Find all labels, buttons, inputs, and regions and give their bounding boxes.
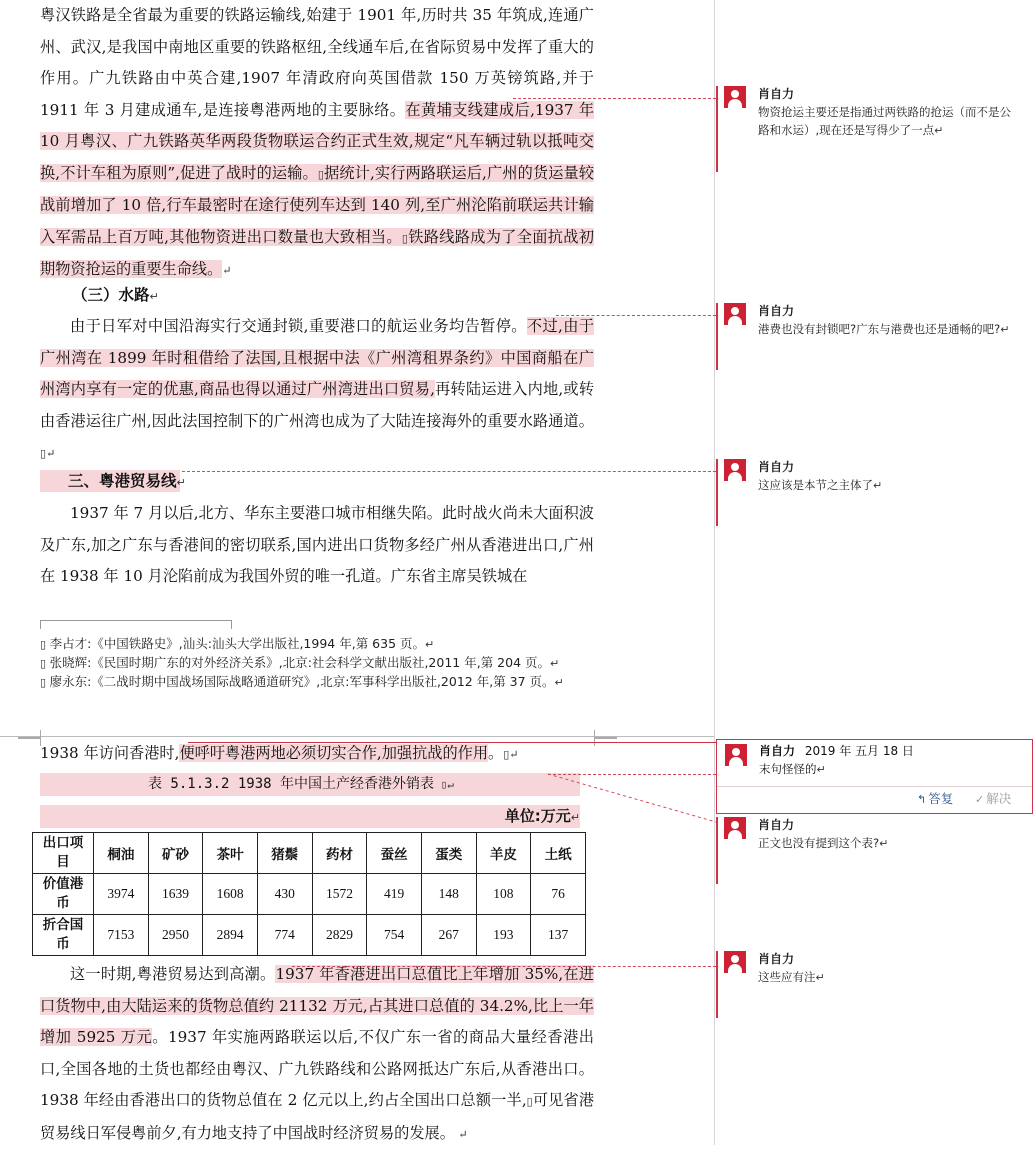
table-corner-header: 出口项目: [33, 833, 94, 874]
section-heading[interactable]: 三、粤港贸易线↵: [68, 472, 186, 490]
reply-button[interactable]: ↰ 答复: [917, 790, 953, 809]
footnote-1: ▯ 李占才:《中国铁路史》,汕头:汕头大学出版社,1994 年,第 635 页。↵: [40, 636, 435, 651]
table-column-header: 猪鬃: [257, 833, 312, 874]
table-cell: 2950: [148, 915, 203, 956]
paragraph-mark: ↵: [222, 264, 232, 277]
footnote-ref-mark: ▯↵: [434, 778, 454, 791]
comment-5[interactable]: [716, 817, 1016, 884]
table-column-header: 茶叶: [203, 833, 258, 874]
trade-text: 1937 年 7 月以后,北方、华东主要港口城市相继失陷。此时战火尚未大面积波及广东,加之广东与香港间的密切联系,国内进出口货物多经广州从香港进出口,广州在 1938 年 10 月沦陷前成为我国外贸的唯一孔道。广东省主席吴铁城在: [40, 504, 594, 585]
table-cell: 3974: [94, 874, 149, 915]
railway-text: 粤汉铁路是全省最为重要的铁路运输线,始建于 1901 年,历时共 35 年筑成,连通广州、武汉,是我国中南地区重要的铁路枢纽,全线通车后,在省际贸易中发挥了重大的作用。广九铁路由中英合建,1907 年清政府向英国借款 150 万英镑筑路,并于 1911 年 3 月建成通车,是连接粤港两地的主要脉络。: [40, 6, 594, 119]
table-cell: 419: [367, 874, 422, 915]
comment-text: 末句怪怪的↵: [759, 762, 826, 776]
table-cell: 7153: [94, 915, 149, 956]
table-column-header: 蚕丝: [367, 833, 422, 874]
comment-author: 肖自力: [758, 952, 795, 966]
paragraph-trade-peak[interactable]: [40, 959, 594, 1150]
table-column-header: 桐油: [94, 833, 149, 874]
paragraph-trade[interactable]: [40, 498, 594, 593]
comment-connector: [556, 315, 716, 316]
comment-date: 2019 年 五月 18 日: [804, 744, 914, 758]
avatar-icon: [725, 744, 747, 766]
avatar-icon: [724, 817, 746, 839]
table-column-header: 土纸: [531, 833, 586, 874]
comment-author: 肖自力: [758, 818, 795, 832]
resolve-icon: ✓: [975, 793, 985, 806]
waterway-cont-text: 再转陆运进入内地,或转由香港运往广州,因此法国控制下的广州湾也成为了大陆连接海外的重要水路通道。: [40, 380, 595, 430]
avatar-icon: [724, 303, 746, 325]
comment-2[interactable]: [716, 303, 1016, 370]
comment-author: 肖自力: [758, 87, 795, 101]
comment-text: 正文也没有提到这个表?↵: [758, 836, 889, 850]
footnote-separator: [40, 620, 232, 629]
footnote-3: ▯ 廖永东:《二战时期中国战场国际战略通道研究》,北京:军事科学出版社,2012 年,第 37 页。↵: [40, 674, 564, 689]
trade-peak-cont-text: 。1937 年实施两路联运以后,不仅广东一省的商品大量经香港出口,全国各地的土货也都经由粤汉、广九铁路线和公路网抵达广东后,从香港出口。1938 年经由香港出口的货物总值在 2 亿元以上,约占全国出口总额一半,: [40, 1028, 594, 1109]
table-cell: 430: [257, 874, 312, 915]
comment-anchor-2[interactable]: 不过,由于广州湾在 1899 年时租借给了法国,且根据中法《广州湾租界条约》中国商船在广州湾内享有一定的优惠,商品也得以通过广州湾进出口贸易,: [40, 317, 595, 398]
avatar-icon: [724, 86, 746, 108]
comment-1[interactable]: [716, 86, 1016, 172]
table-caption-text: 表 5.1.3.2 1938 年中国土产经香港外销表: [148, 776, 435, 792]
table-cell: 774: [257, 915, 312, 956]
visit-text: 1938 年访问香港时,: [40, 744, 180, 762]
reply-icon: ↰: [917, 793, 927, 806]
footnote-ref-mark: ▯: [317, 167, 324, 181]
table-column-header: 羊皮: [476, 833, 531, 874]
railway-lifeline-text: 铁路线路成为了全面抗战初期物资抢运的重要生命线。: [40, 227, 595, 278]
table-cell: 193: [476, 915, 531, 956]
paragraph-railway[interactable]: [40, 0, 594, 287]
comment-connector: [182, 471, 716, 472]
table-unit: 单位:万元↵: [40, 805, 580, 828]
table-row: [33, 874, 586, 915]
table-column-header: 蛋类: [421, 833, 476, 874]
comment-author: 肖自力: [758, 304, 795, 318]
table-row-header: 价值港币: [33, 874, 94, 915]
paragraph-mark: ↵: [554, 676, 564, 689]
comment-3[interactable]: [716, 459, 1016, 526]
table-cell: 2829: [312, 915, 367, 956]
table-cell: 137: [531, 915, 586, 956]
trade-conclusion-text: 可见省港贸易线日军侵粤前夕,有力地支持了中国战时经济贸易的发展。: [40, 1091, 595, 1142]
footnote-ref-mark: ▯↵: [503, 748, 519, 761]
table-cell: 76: [531, 874, 586, 915]
footnote-marker: ▯: [40, 676, 50, 689]
comment-anchor-1[interactable]: 在黄埔支线建成后,1937 年 10 月粤汉、广九铁路英华两段货物联运合约正式生效,规定“凡车辆过轨以抵吨交换,不计车租为原则”,促进了战时的运输。: [40, 100, 595, 182]
table-caption[interactable]: [40, 773, 580, 796]
comment-anchor-4[interactable]: 便呼吁粤港两地必须切实合作,加强抗战的作用: [179, 744, 489, 762]
table-header-row: [33, 833, 586, 874]
footnote-ref-mark: ▯: [40, 447, 47, 460]
table-row-header: 折合国币: [33, 915, 94, 956]
comment-author: 肖自力: [759, 744, 796, 758]
comment-text: 港费也没有封锁吧?广东与港费也还是通畅的吧?↵: [758, 322, 1010, 336]
footnote-ref-mark: ▯: [526, 1095, 533, 1108]
resolve-button[interactable]: ✓ 解决: [975, 790, 1011, 809]
paragraph-mark: ↵: [550, 657, 560, 670]
footnote-marker: ▯: [40, 638, 50, 651]
avatar-icon: [724, 459, 746, 481]
comment-connector-diagonal: [548, 770, 718, 830]
table-column-header: 药材: [312, 833, 367, 874]
comment-author: 肖自力: [758, 460, 795, 474]
active-comment-box[interactable]: [716, 739, 1033, 814]
comment-connector: [513, 98, 716, 99]
waterway-text: 由于日军对中国沿海实行交通封锁,重要港口的航运业务均告暂停。: [70, 317, 527, 335]
paragraph-mark: ↵: [425, 638, 435, 651]
table-cell: 108: [476, 874, 531, 915]
period-text: 。: [488, 744, 504, 762]
table-cell: 754: [367, 915, 422, 956]
comment-connector: [292, 966, 716, 967]
table-column-header: 矿砂: [148, 833, 203, 874]
footnote-marker: ▯: [40, 657, 50, 670]
active-comment-connector: [188, 742, 716, 743]
comment-text: 这些应有注↵: [758, 970, 825, 984]
page2-first-line[interactable]: [40, 739, 594, 769]
comment-header: [759, 743, 914, 759]
water-route-heading: （三）水路↵: [72, 286, 159, 304]
footnotes: [40, 635, 594, 692]
export-table: [32, 832, 586, 956]
paragraph-waterway[interactable]: [40, 311, 594, 470]
comment-6[interactable]: [716, 951, 1016, 1018]
table-row: [33, 915, 586, 956]
table-cell: 267: [421, 915, 476, 956]
table-cell: 1608: [203, 874, 258, 915]
table-cell: 148: [421, 874, 476, 915]
comment-text: 这应该是本节之主体了↵: [758, 478, 883, 492]
footnote-2: ▯ 张晓辉:《民国时期广东的对外经济关系》,北京:社会科学文献出版社,2011 年,第 204 页。↵: [40, 655, 560, 670]
paragraph-mark: ↵: [46, 447, 56, 460]
comment-anchor-6[interactable]: 1937 年香港进出口总值比上年增加 35%,在进口货物中,由大陆运来的货物总值约 21132 万元,占其进口总值的 34.2%,比上一年增加 5925 万元: [40, 965, 595, 1046]
trade-peak-text: 这一时期,粤港贸易达到高潮。: [70, 965, 276, 983]
table-cell: 1572: [312, 874, 367, 915]
paragraph-mark: ↵: [454, 1127, 468, 1141]
comment-text: 物资抢运主要还是指通过两铁路的抢运（而不是公路和水运）,现在还是写得少了一点↵: [758, 105, 1011, 137]
table-cell: 1639: [148, 874, 203, 915]
table-cell: 2894: [203, 915, 258, 956]
footnote-ref-mark: ▯: [401, 231, 408, 245]
avatar-icon: [724, 951, 746, 973]
railway-stats-text: 据统计,实行两路联运后,广州的货运量较战前增加了 10 倍,行车最密时在途行使列车达到 140 列,至广州沦陷前联运共计输入军需品上百万吨,其他物资进出口数量也大致相当。: [40, 163, 595, 246]
